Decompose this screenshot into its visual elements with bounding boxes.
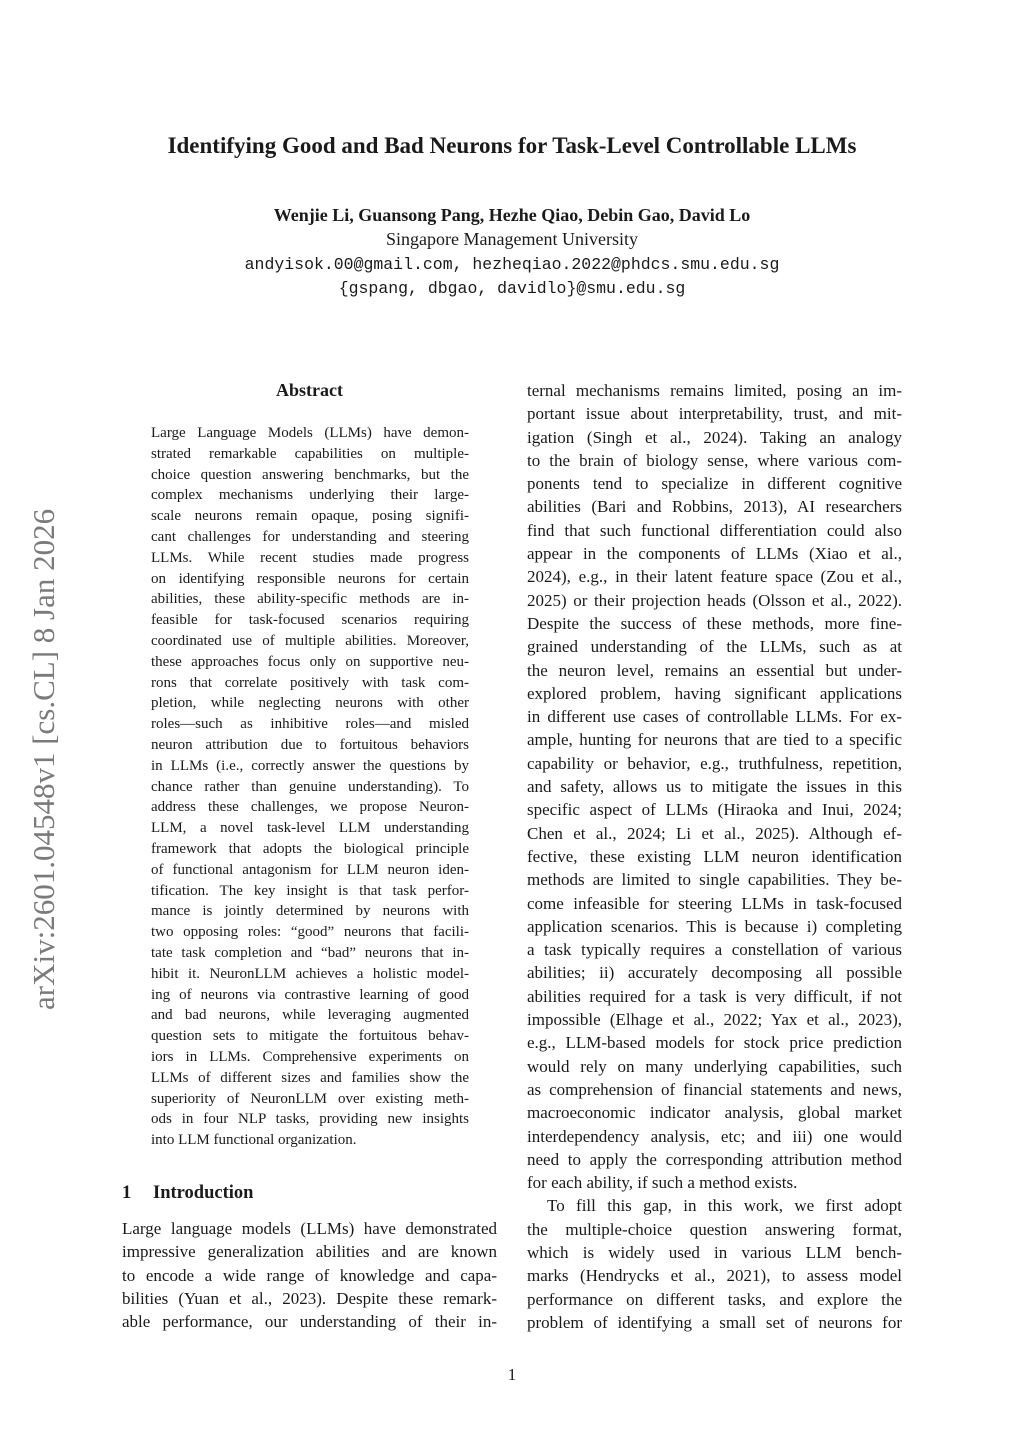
body-line: the neuron level, remains an essential but under- — [527, 660, 902, 680]
body-line: for each ability, if such a method exists. — [527, 1173, 798, 1193]
paper-title: Identifying Good and Bad Neurons for Task-Level Controllable LLMs — [167, 133, 857, 158]
abstract-line: into LLM functional organization. — [151, 1132, 357, 1149]
abstract-line: scale neurons remain opaque, posing signifi- — [151, 508, 469, 525]
body-line: capability or behavior, e.g., truthfulness, repetition, — [527, 753, 902, 773]
abstract-line: neuron attribution due to fortuitous behaviors — [151, 736, 469, 753]
body-line: ponents tend to specialize in different cognitive — [527, 474, 902, 494]
abstract-line: chance rather than genuine understanding). To — [151, 778, 469, 795]
body-line: 2025) or their projection heads (Olsson et al., 2022). — [527, 590, 902, 610]
body-line: Despite the success of these methods, more fine- — [527, 613, 902, 633]
body-line: impressive generalization abilities and are known — [122, 1242, 497, 1262]
body-line: impossible (Elhage et al., 2022; Yax et al., 2023), — [527, 1010, 902, 1030]
abstract-line: complex mechanisms underlying their large- — [151, 487, 469, 504]
abstract-line: roles—such as inhibitive roles—and misled — [151, 716, 469, 733]
body-line: abilities; ii) accurately decomposing all possible — [527, 963, 902, 983]
body-line: igation (Singh et al., 2024). Taking an analogy — [527, 427, 902, 447]
body-line: macroeconomic indicator analysis, global market — [527, 1103, 902, 1123]
abstract-line: hibit it. NeuronLLM achieves a holistic model- — [151, 965, 469, 982]
body-line: abilities required for a task is very difficult, if not — [527, 986, 902, 1006]
abstract-line: cant challenges for understanding and steering — [151, 528, 469, 545]
affiliation: Singapore Management University — [386, 229, 638, 249]
abstract-line: two opposing roles: “good” neurons that facili- — [151, 924, 469, 941]
body-line: problem of identifying a small set of neurons for — [527, 1312, 902, 1332]
body-line: fective, these existing LLM neuron identification — [527, 846, 902, 866]
abstract-heading: Abstract — [276, 380, 343, 400]
abstract-line: superiority of NeuronLLM over existing meth- — [151, 1090, 469, 1107]
abstract-line: ods in four NLP tasks, providing new insights — [151, 1111, 469, 1128]
body-line: portant issue about interpretability, trust, and mit- — [527, 404, 902, 424]
abstract-line: iors in LLMs. Comprehensive experiments on — [151, 1048, 469, 1065]
abstract-line: coordinated use of multiple abilities. Moreover, — [151, 632, 469, 649]
body-line: need to apply the corresponding attribution method — [527, 1149, 902, 1169]
intro-left-column — [122, 1217, 497, 1333]
abstract-line: address these challenges, we propose Neuron- — [151, 799, 469, 816]
abstract-line: these approaches focus only on supportive neu- — [151, 653, 469, 670]
body-line: the multiple-choice question answering format, — [527, 1219, 902, 1239]
body-line: a task typically requires a constellation of various — [527, 940, 902, 960]
section-heading-introduction — [122, 1180, 253, 1206]
body-line: as comprehension of financial statements and news, — [527, 1079, 902, 1099]
body-line: ample, hunting for neurons that are tied to a specific — [527, 730, 902, 750]
body-line: e.g., LLM-based models for stock price prediction — [527, 1033, 902, 1053]
abstract-line: framework that adopts the biological principle — [151, 840, 469, 857]
body-line: come infeasible for steering LLMs in task-focused — [527, 893, 902, 913]
arxiv-identifier: arXiv:2601.04548v1 [cs.CL] 8 Jan 2026 — [26, 508, 61, 1010]
abstract-line: question sets to mitigate the fortuitous behav- — [151, 1028, 469, 1045]
body-line: ternal mechanisms remains limited, posing an im- — [527, 381, 902, 400]
body-line: which is widely used in various LLM bench- — [527, 1242, 902, 1262]
abstract-line: and bad neurons, while leveraging augmented — [151, 1007, 469, 1024]
body-line: to the brain of biology sense, where various com- — [527, 450, 902, 470]
body-line: bilities (Yuan et al., 2023). Despite these remark- — [122, 1288, 497, 1308]
abstract-line: on identifying responsible neurons for certain — [151, 570, 469, 587]
abstract-body — [151, 423, 469, 1151]
body-line: in different use cases of controllable LLMs. For ex- — [527, 707, 902, 727]
abstract-line: strated remarkable capabilities on multiple- — [151, 445, 469, 462]
abstract-line: LLMs. While recent studies made progress — [151, 549, 469, 566]
body-line: interdependency analysis, etc; and iii) one would — [527, 1126, 902, 1146]
abstract-line: tate task completion and “bad” neurons that in- — [151, 944, 469, 961]
body-line: appear in the components of LLMs (Xiao et al., — [527, 544, 902, 564]
abstract-line: Large Language Models (LLMs) have demon- — [151, 425, 469, 441]
abstract-line: rons that correlate positively with task com- — [151, 674, 469, 691]
abstract-line: ing of neurons via contrastive learning of good — [151, 986, 469, 1003]
abstract-line: of functional antagonism for LLM neuron iden- — [151, 861, 469, 878]
body-line: would rely on many underlying capabilities, such — [527, 1056, 902, 1076]
body-line: performance on different tasks, and explore the — [527, 1289, 902, 1309]
email-line-2: {gspang, dbgao, davidlo}@smu.edu.sg — [338, 279, 686, 298]
body-line: abilities (Bari and Robbins, 2013), AI researchers — [527, 497, 902, 517]
abstract-line: LLMs of different sizes and families show the — [151, 1069, 469, 1086]
abstract-line: feasible for task-focused scenarios requiring — [151, 612, 469, 629]
body-line: find that such functional differentiation could also — [527, 520, 902, 540]
body-line: specific aspect of LLMs (Hiraoka and Inui, 2024; — [527, 800, 902, 820]
section-title: Introduction — [153, 1183, 254, 1203]
abstract-line: abilities, these ability-specific methods are in- — [151, 591, 469, 608]
body-line: able performance, our understanding of their in- — [122, 1312, 497, 1332]
email-line-1: andyisok.00@gmail.com, hezheqiao.2022@phdcs.smu.edu.sg — [244, 255, 780, 274]
body-line: to encode a wide range of knowledge and capa- — [122, 1265, 497, 1285]
intro-right-column — [527, 379, 902, 1334]
section-number: 1 — [122, 1183, 132, 1203]
body-line: explored problem, having significant applications — [527, 683, 902, 703]
abstract-line: LLM, a novel task-level LLM understanding — [151, 820, 469, 837]
body-line: 2024), e.g., in their latent feature space (Zou et al., — [527, 567, 902, 587]
abstract-line: choice question answering benchmarks, but the — [151, 466, 469, 483]
body-line: application scenarios. This is because i) completing — [527, 916, 902, 936]
body-line: marks (Hendrycks et al., 2021), to assess model — [527, 1266, 902, 1286]
page-number: 1 — [507, 1365, 517, 1384]
abstract-line: tification. The key insight is that task perfor- — [151, 882, 469, 899]
body-line: Large language models (LLMs) have demonstrated — [122, 1219, 497, 1238]
abstract-line: pletion, while neglecting neurons with other — [151, 695, 469, 712]
body-line: grained understanding of the LLMs, such as at — [527, 637, 902, 657]
body-line: methods are limited to single capabilities. They be- — [527, 870, 902, 890]
author-list: Wenjie Li, Guansong Pang, Hezhe Qiao, Debin Gao, David Lo — [273, 205, 751, 225]
body-line: To fill this gap, in this work, we first adopt — [547, 1196, 902, 1216]
body-line: Chen et al., 2024; Li et al., 2025). Although ef- — [527, 823, 902, 843]
body-line: and safety, allows us to mitigate the issues in this — [527, 777, 902, 797]
abstract-line: in LLMs (i.e., correctly answer the questions by — [151, 757, 469, 774]
abstract-line: mance is jointly determined by neurons with — [151, 903, 469, 920]
